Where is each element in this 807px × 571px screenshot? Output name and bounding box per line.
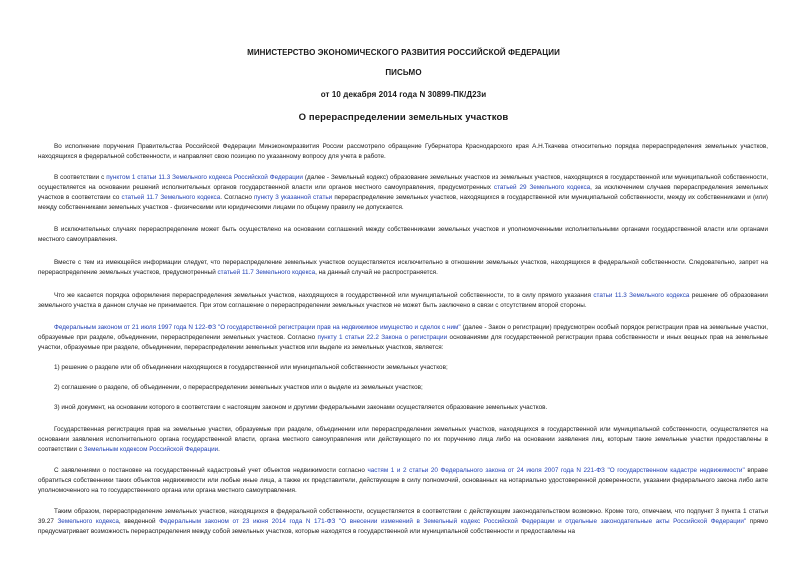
- law-link[interactable]: статьей 29 Земельного кодекса: [493, 184, 591, 192]
- law-link[interactable]: статьей 11.7 Земельного кодекса: [121, 194, 221, 202]
- paragraph-text: В соответствии с: [54, 174, 107, 181]
- paragraph-text: перераспределение земельных участков, находящихся в государственной или муниципальной собственности, между их собственниками и (или) между собственниками земельных участков - физическими или юридическими лицами по общему правилу не допускается.: [38, 194, 768, 212]
- law-link[interactable]: Федеральным законом от 23 июня 2014 года N 171-ФЗ "О внесении изменений в Земельный кодекс Российской Федерации и отдельные законодательные акты Российской Федерации": [159, 518, 747, 526]
- paragraph-text: , введенной: [118, 518, 160, 526]
- paragraph-7: [38, 425, 768, 455]
- paragraph-text: С заявлениями о постановке на государственный кадастровый учет объектов недвижимости согласно: [54, 467, 368, 474]
- paragraph-8: [38, 466, 768, 496]
- paragraph-text: В исключительных случаях перераспределение может быть осуществлено на основании соглашений между собственниками земельных участков и уполномоченными исполнительными органами государственной власти или органами местного самоуправления.: [38, 226, 768, 244]
- law-link[interactable]: Земельным кодексом Российской Федерации: [83, 446, 219, 454]
- paragraph-text: Вместе с тем из имеющейся информации следует, что перераспределение земельных участков осуществляется исключительно в отношении земельных участков, находящихся в федеральной собственности. Следовательно, запрет на перераспределение земельных участков, предусмотренный: [38, 259, 768, 277]
- law-link[interactable]: статьи 11.3 Земельного кодекса: [593, 292, 690, 299]
- list-item-1: [54, 363, 768, 373]
- paragraph-4: [38, 258, 768, 278]
- paragraph-text: (далее - Земельный кодекс) образование земельных участков из земельных участков, находящихся в государственной или муниципальной собственности, осуществляется на основании решений исполнительных органов государственной власти или органов местного самоуправления, предусмотренных: [38, 174, 768, 192]
- paragraph-text: , на данный случай не распространяется.: [315, 269, 438, 277]
- document-title: О перераспределении земельных участков: [298, 112, 509, 123]
- law-link[interactable]: пунктом 1 статьи 11.3 Земельного кодекса Российской Федерации: [106, 174, 303, 181]
- paragraph-5: [38, 291, 768, 311]
- paragraph-6: [38, 323, 768, 353]
- paragraph-1: [38, 142, 768, 162]
- paragraph-text: Государственная регистрация прав на земельные участки, образуемые при разделе, объединении или перераспределении земельных участков, находящихся в государственной или муниципальной собственности, осуществляется на основании заявления исполнительного органа государственной власти, органа местного самоуправления или действующего по их поручению лица либо на основании заявления лиц, которым такие земельные участки предоставлены в соответствии с: [38, 426, 768, 454]
- paragraph-text: Таким образом, перераспределение земельных участков, находящихся в федеральной собственности, осуществляется в соответствии с действующим законодательством возможно. Кроме того, отмечаем, что подпункт 3 пункта 1 статьи 39.27: [38, 508, 768, 526]
- document-type: ПИСЬМО: [385, 68, 422, 77]
- list-item-text: 1) решение о разделе или об объединении находящихся в государственной или муниципальной собственности земельных участков;: [54, 364, 448, 371]
- paragraph-9: [38, 507, 768, 537]
- paragraph-text: .: [218, 446, 220, 454]
- paragraph-text: вправе обратиться собственники таких объектов недвижимости или любые иные лица, а также их представители, действующие в силу полномочий, основанных на нотариально удостоверенной доверенности, указании федерального закона либо акте уполномоченного на то государственного органа или органа местного самоуправления.: [38, 467, 769, 495]
- paragraph-text: , за исключением случаев перераспределения земельных участков в соответствии со: [38, 184, 768, 202]
- paragraph-text: Во исполнение поручения Правительства Российской Федерации Минэкономразвития России рассмотрело обращение Губернатора Краснодарского края А.Н.Ткачева относительно порядка перераспределения земельных участков, находящихся в федеральной собственности, и направляет свою позицию по указанному вопросу для учета в работе.: [38, 143, 768, 161]
- law-link[interactable]: Федеральным законом от 21 июля 1997 года N 122-ФЗ "О государственной регистрации прав на недвижимое имущество и сделок с ним": [54, 324, 461, 331]
- law-link[interactable]: частям 1 и 2 статьи 20 Федерального закона от 24 июля 2007 года N 221-ФЗ "О государственном кадастре недвижимости": [367, 467, 745, 474]
- paragraph-text: (далее - Закон о регистрации) предусмотрен особый порядок регистрации прав на земельные участки, образуемые при разделе, объединении, перераспределении земельных участков. Согласно: [38, 324, 768, 342]
- list-item-3: [54, 403, 768, 413]
- list-item-2: [54, 383, 768, 393]
- paragraph-2: [38, 173, 768, 213]
- paragraph-text: прямо предусматривает возможность перераспределения между собой земельных участков, которые находятся в государственной или муниципальной собственности и предоставлены на: [38, 518, 769, 536]
- law-link[interactable]: пункту 3 указанной статьи: [253, 194, 333, 202]
- paragraph-text: решение об образовании земельного участка в данном случае не принимается. При этом соглашение о перераспределении земельных участков не может быть заключено в связи с отсутствием второй стороны.: [38, 292, 768, 310]
- list-item-text: 3) иной документ, на основании которого в соответствии с настоящим законом и другими федеральными законами осуществляется образование земельных участков.: [54, 404, 548, 411]
- law-link[interactable]: Земельного кодекса: [57, 518, 119, 526]
- paragraph-text: основаниями для государственной регистрации права собственности и иных вещных прав на земельные участки, образуемые при разделе, объединении, перераспределении земельных участков или выделе из земельных участков, является:: [38, 334, 768, 352]
- paragraph-3: [38, 225, 768, 245]
- paragraph-text: Что же касается порядка оформления перераспределения земельных участков, находящихся в государственной или муниципальной собственности, то в силу прямого указания: [54, 292, 594, 299]
- list-item-text: 2) соглашение о разделе, об объединении, о перераспределении земельных участков или о выделе из земельных участков;: [54, 384, 423, 391]
- paragraph-text: . Согласно: [220, 194, 254, 202]
- ministry-heading: МИНИСТЕРСТВО ЭКОНОМИЧЕСКОГО РАЗВИТИЯ РОССИЙСКОЙ ФЕДЕРАЦИИ: [247, 48, 560, 57]
- law-link[interactable]: статьей 11.7 Земельного кодекса: [217, 269, 316, 277]
- document-date-number: от 10 декабря 2014 года N 30899-ПК/Д23и: [320, 90, 487, 99]
- law-link[interactable]: пункту 1 статьи 22.2 Закона о регистрации: [317, 334, 448, 342]
